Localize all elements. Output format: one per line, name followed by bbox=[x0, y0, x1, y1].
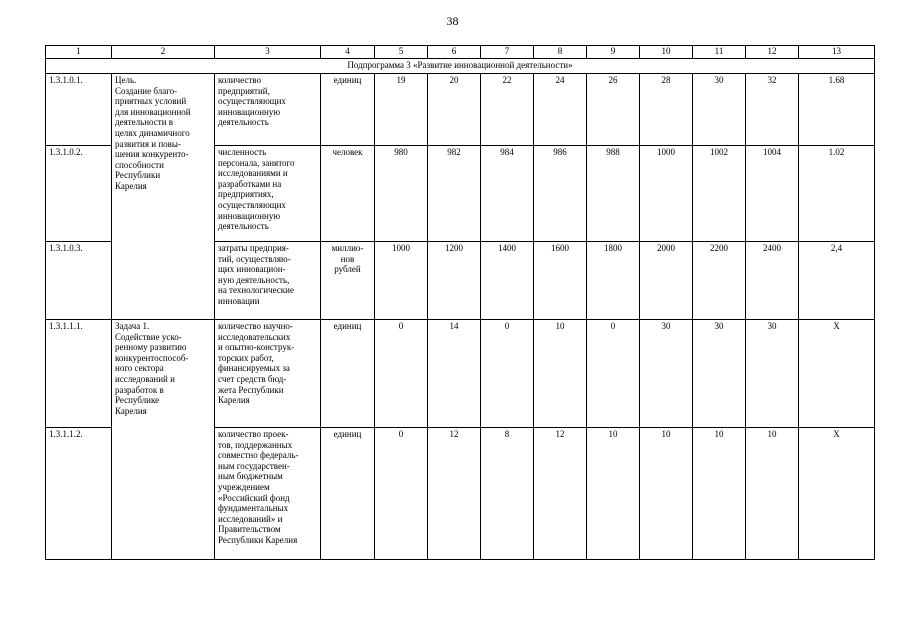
value-cell: 24 bbox=[534, 74, 587, 146]
subprogram-row bbox=[46, 59, 875, 74]
task-cell: Задача 1. Содействие уско- ренному развитию конкурентоспособ- ного сектора исследований и разработок в Республике Карелия bbox=[112, 320, 215, 560]
table-row bbox=[46, 320, 875, 428]
indicator-name: количество научно- исследовательских и опытно-конструк- торских работ, финансируемых за счет средств бюд- жета Республики Карелия bbox=[215, 320, 321, 428]
value-cell: 10 bbox=[693, 428, 746, 560]
indicator-code: 1.3.1.0.2. bbox=[46, 146, 112, 242]
value-cell: 12 bbox=[534, 428, 587, 560]
value-cell: 30 bbox=[746, 320, 799, 428]
page-number: 38 bbox=[446, 14, 459, 28]
column-number-row bbox=[46, 46, 875, 59]
value-cell: 10 bbox=[746, 428, 799, 560]
value-cell: 20 bbox=[428, 74, 481, 146]
value-cell: 982 bbox=[428, 146, 481, 242]
column-number-9: 9 bbox=[587, 46, 640, 59]
value-cell: 1.68 bbox=[799, 74, 875, 146]
value-cell: 1800 bbox=[587, 242, 640, 320]
value-cell: 22 bbox=[481, 74, 534, 146]
unit-of-measure: единиц bbox=[321, 428, 375, 560]
goal-cell: Цель. Создание благо- приятных условий для инновационной деятельности в целях динамичного развития и повы- шения конкуренто- способности Республики Карелия bbox=[112, 74, 215, 320]
value-cell: 30 bbox=[693, 74, 746, 146]
value-cell: 988 bbox=[587, 146, 640, 242]
column-number-4: 4 bbox=[321, 46, 375, 59]
value-cell: 10 bbox=[534, 320, 587, 428]
value-cell: 2,4 bbox=[799, 242, 875, 320]
unit-of-measure: единиц bbox=[321, 74, 375, 146]
value-cell: 1004 bbox=[746, 146, 799, 242]
column-number-2: 2 bbox=[112, 46, 215, 59]
value-cell: 980 bbox=[375, 146, 428, 242]
value-cell: 2200 bbox=[693, 242, 746, 320]
column-number-5: 5 bbox=[375, 46, 428, 59]
indicator-code: 1.3.1.1.1. bbox=[46, 320, 112, 428]
value-cell: 0 bbox=[481, 320, 534, 428]
value-cell: 1600 bbox=[534, 242, 587, 320]
value-cell: 1000 bbox=[640, 146, 693, 242]
value-cell: 1.02 bbox=[799, 146, 875, 242]
subprogram-title: Подпрограмма 3 «Развитие инновационной деятельности» bbox=[46, 59, 875, 74]
value-cell: 1002 bbox=[693, 146, 746, 242]
column-number-7: 7 bbox=[481, 46, 534, 59]
value-cell: 32 bbox=[746, 74, 799, 146]
value-cell: 2000 bbox=[640, 242, 693, 320]
value-cell: 1400 bbox=[481, 242, 534, 320]
value-cell: 10 bbox=[587, 428, 640, 560]
indicator-code: 1.3.1.1.2. bbox=[46, 428, 112, 560]
value-cell: 30 bbox=[640, 320, 693, 428]
table-row bbox=[46, 74, 875, 146]
value-cell: 2400 bbox=[746, 242, 799, 320]
column-number-10: 10 bbox=[640, 46, 693, 59]
value-cell: 8 bbox=[481, 428, 534, 560]
indicator-table bbox=[45, 45, 875, 560]
unit-of-measure: миллио- нов рублей bbox=[321, 242, 375, 320]
column-number-1: 1 bbox=[46, 46, 112, 59]
column-number-11: 11 bbox=[693, 46, 746, 59]
column-number-13: 13 bbox=[799, 46, 875, 59]
value-cell: 1200 bbox=[428, 242, 481, 320]
indicator-name: количество предприятий, осуществляющих инновационную деятельность bbox=[215, 74, 321, 146]
value-cell: 0 bbox=[587, 320, 640, 428]
column-number-6: 6 bbox=[428, 46, 481, 59]
column-number-8: 8 bbox=[534, 46, 587, 59]
indicator-name: количество проек- тов, поддержанных совместно федераль- ным государствен- ным бюджетным учреждением «Российский фонд фундаментальных исследований» и Правительством Республики Карелия bbox=[215, 428, 321, 560]
value-cell: 984 bbox=[481, 146, 534, 242]
value-cell: 14 bbox=[428, 320, 481, 428]
indicator-code: 1.3.1.0.3. bbox=[46, 242, 112, 320]
unit-of-measure: человек bbox=[321, 146, 375, 242]
indicator-name: затраты предприя- тий, осуществляю- щих инновацион- ную деятельность, на технологические инновации bbox=[215, 242, 321, 320]
value-cell: 986 bbox=[534, 146, 587, 242]
column-number-12: 12 bbox=[746, 46, 799, 59]
column-number-3: 3 bbox=[215, 46, 321, 59]
value-cell: 26 bbox=[587, 74, 640, 146]
value-cell: 12 bbox=[428, 428, 481, 560]
unit-of-measure: единиц bbox=[321, 320, 375, 428]
value-cell: 28 bbox=[640, 74, 693, 146]
value-cell: 19 bbox=[375, 74, 428, 146]
value-cell: 0 bbox=[375, 428, 428, 560]
value-cell: 1000 bbox=[375, 242, 428, 320]
value-cell: 0 bbox=[375, 320, 428, 428]
value-cell: 10 bbox=[640, 428, 693, 560]
indicator-name: численность персонала, занятого исследованиями и разработками на предприятиях, осуществляющих инновационную деятельность bbox=[215, 146, 321, 242]
indicator-code: 1.3.1.0.1. bbox=[46, 74, 112, 146]
value-cell: Х bbox=[799, 428, 875, 560]
value-cell: 30 bbox=[693, 320, 746, 428]
value-cell: Х bbox=[799, 320, 875, 428]
